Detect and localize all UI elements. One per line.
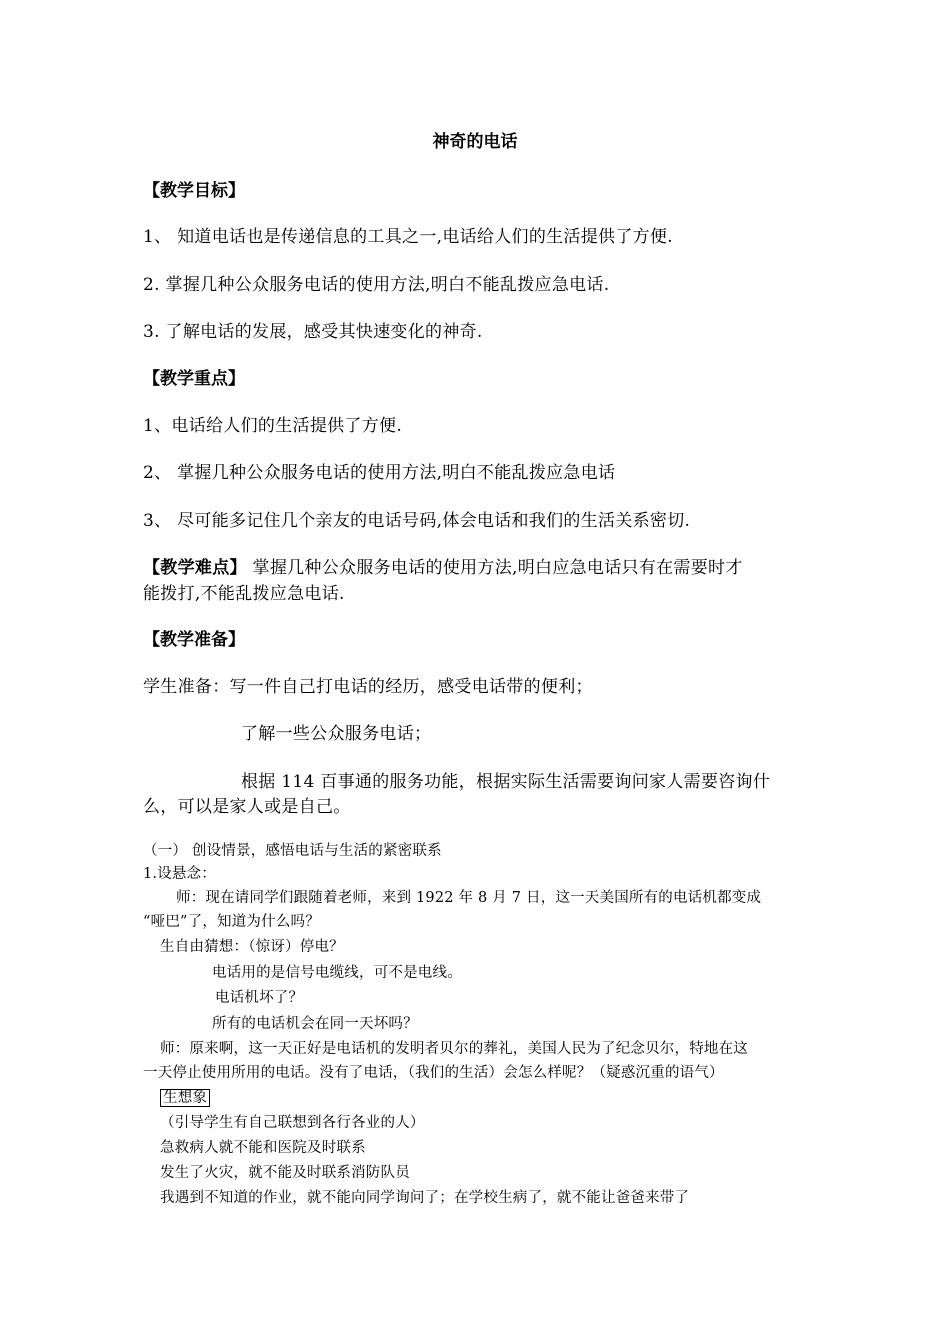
body-line-5: 生自由猜想：（惊讶）停电？	[160, 939, 344, 955]
body-line-8: 所有的电话机会在同一天坏吗？	[212, 1016, 418, 1032]
body-line-11	[160, 1086, 210, 1107]
key-points-heading: 【教学重点】	[143, 369, 245, 389]
difficulty-heading: 【教学难点】	[143, 558, 247, 578]
body-line-12: （引导学生有自己联想到各行各业的人）	[160, 1115, 425, 1131]
body-line-14: 发生了火灾，就不能及时联系消防队员	[160, 1165, 410, 1181]
body-line-13: 急救病人就不能和医院及时联系	[160, 1140, 366, 1156]
prep-line-4: 么，可以是家人或是自己。	[143, 797, 351, 817]
goal-item-1: 1、 知道电话也是传递信息的工具之一,电话给人们的生活提供了方便.	[143, 227, 673, 247]
body-line-6: 电话用的是信号电缆线，可不是电线。	[212, 965, 462, 981]
key-point-1: 1、电话给人们的生活提供了方便.	[143, 416, 403, 436]
key-point-3: 3、 尽可能多记住几个亲友的电话号码,体会电话和我们的生活关系密切.	[143, 511, 691, 531]
body-line-9: 师：原来啊，这一天正好是电话机的发明者贝尔的葬礼，美国人民为了纪念贝尔，特地在这	[160, 1041, 748, 1057]
prep-line-1: 学生准备：写一件自己打电话的经历，感受电话带的便利；	[143, 677, 593, 697]
goal-item-2: 2. 掌握几种公众服务电话的使用方法,明白不能乱拨应急电话.	[143, 275, 610, 295]
body-line-3: 师：现在请同学们跟随着老师，来到 1922 年 8 月 7 日，这一天美国所有的电话机都变成	[176, 890, 762, 906]
boxed-label: 生想象	[160, 1089, 210, 1107]
body-line-15: 我遇到不知道的作业，就不能向同学询问了；在学校生病了，就不能让爸爸来带了	[160, 1190, 690, 1206]
goal-item-3: 3. 了解电话的发展，感受其快速变化的神奇.	[143, 322, 483, 342]
body-line-7: 电话机坏了？	[215, 990, 304, 1006]
body-line-10: 一天停止使用所用的电话。没有了电话，（我们的生活）会怎么样呢？（疑惑沉重的语气）	[143, 1065, 724, 1081]
prep-heading: 【教学准备】	[143, 630, 245, 650]
goals-heading: 【教学目标】	[143, 181, 245, 201]
prep-line-3: 根据 114 百事通的服务功能，根据实际生活需要询问家人需要咨询什	[241, 772, 771, 792]
document-title: 神奇的电话	[432, 132, 518, 152]
body-line-4: “哑巴”了，知道为什么吗？	[143, 914, 320, 930]
body-line-2: 1.设悬念：	[143, 866, 217, 882]
difficulty-text: 掌握几种公众服务电话的使用方法,明白应急电话只有在需要时才	[252, 558, 743, 578]
prep-line-2: 了解一些公众服务电话；	[241, 724, 432, 744]
key-point-2: 2、 掌握几种公众服务电话的使用方法,明白不能乱拨应急电话	[143, 463, 616, 483]
difficulty-line-1	[143, 553, 743, 578]
body-line-1: （一） 创设情景，感悟电话与生活的紧密联系	[143, 843, 442, 859]
difficulty-line-2: 能拨打,不能乱拨应急电话.	[143, 584, 345, 604]
